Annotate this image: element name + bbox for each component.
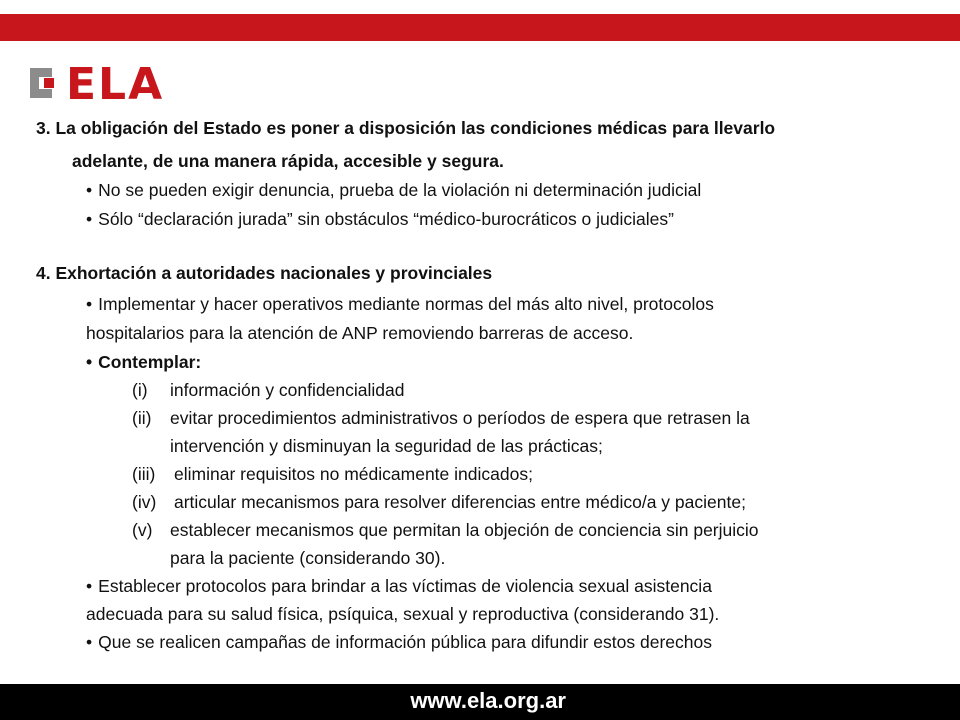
numbered-item bbox=[132, 377, 404, 405]
numbered-item bbox=[132, 489, 746, 517]
numbered-item bbox=[132, 405, 750, 433]
section4-bullet3-line2: adecuada para su salud física, psíquica, sexual y reproductiva (considerando 31). bbox=[86, 604, 720, 624]
bullet-marker: • bbox=[86, 294, 93, 314]
bullet-marker: • bbox=[86, 180, 93, 200]
section3-heading-line2: adelante, de una manera rápida, accesible y segura. bbox=[72, 151, 504, 171]
ela-logo-icon bbox=[30, 68, 54, 98]
item-text: establecer mecanismos que permitan la objeción de conciencia sin perjuicio bbox=[170, 520, 759, 540]
list-item bbox=[86, 206, 674, 234]
ela-logo bbox=[28, 62, 203, 104]
section3-heading-line1: 3. La obligación del Estado es poner a disposición las condiciones médicas para llevarlo bbox=[36, 118, 776, 138]
list-item bbox=[86, 177, 701, 205]
list-item bbox=[86, 573, 712, 601]
bullet-marker: • bbox=[86, 209, 93, 229]
item-number: (iii) bbox=[132, 464, 156, 484]
section3-bullet-1: No se pueden exigir denuncia, prueba de la violación ni determinación judicial bbox=[98, 180, 702, 200]
list-item bbox=[86, 349, 201, 377]
item-number: (v) bbox=[132, 520, 153, 540]
section4-bullet2-label: Contemplar: bbox=[98, 352, 202, 372]
bullet-marker: • bbox=[86, 352, 93, 372]
bullet-marker: • bbox=[86, 576, 93, 596]
list-item bbox=[86, 291, 714, 319]
numbered-item bbox=[132, 517, 759, 545]
website-link[interactable]: www.ela.org.ar bbox=[410, 688, 566, 713]
numbered-item bbox=[132, 461, 533, 489]
ela-logo-text: ELA bbox=[66, 62, 165, 104]
section4-bullet3-line1: Establecer protocolos para brindar a las víctimas de violencia sexual asistencia bbox=[98, 576, 712, 596]
item-text: información y confidencialidad bbox=[170, 380, 405, 400]
bullet-marker: • bbox=[86, 632, 93, 652]
item-text: eliminar requisitos no médicamente indicados; bbox=[174, 464, 533, 484]
item-number: (i) bbox=[132, 380, 148, 400]
section4-bullet1-line2: hospitalarios para la atención de ANP removiendo barreras de acceso. bbox=[86, 323, 634, 343]
list-item bbox=[86, 629, 712, 657]
item-text-continued: para la paciente (considerando 30). bbox=[170, 548, 446, 568]
item-text-continued: intervención y disminuyan la seguridad de las prácticas; bbox=[170, 436, 603, 456]
top-accent-bar bbox=[0, 14, 960, 41]
section4-bullet1-line1: Implementar y hacer operativos mediante normas del más alto nivel, protocolos bbox=[98, 294, 714, 314]
item-text: evitar procedimientos administrativos o períodos de espera que retrasen la bbox=[170, 408, 750, 428]
section4-heading: 4. Exhortación a autoridades nacionales y provinciales bbox=[36, 263, 493, 283]
item-text: articular mecanismos para resolver diferencias entre médico/a y paciente; bbox=[174, 492, 746, 512]
item-number: (iv) bbox=[132, 492, 157, 512]
section4-bullet4: Que se realicen campañas de información pública para difundir estos derechos bbox=[98, 632, 712, 652]
item-number: (ii) bbox=[132, 408, 152, 428]
section3-bullet-2: Sólo “declaración jurada” sin obstáculos “médico-burocráticos o judiciales” bbox=[98, 209, 674, 229]
